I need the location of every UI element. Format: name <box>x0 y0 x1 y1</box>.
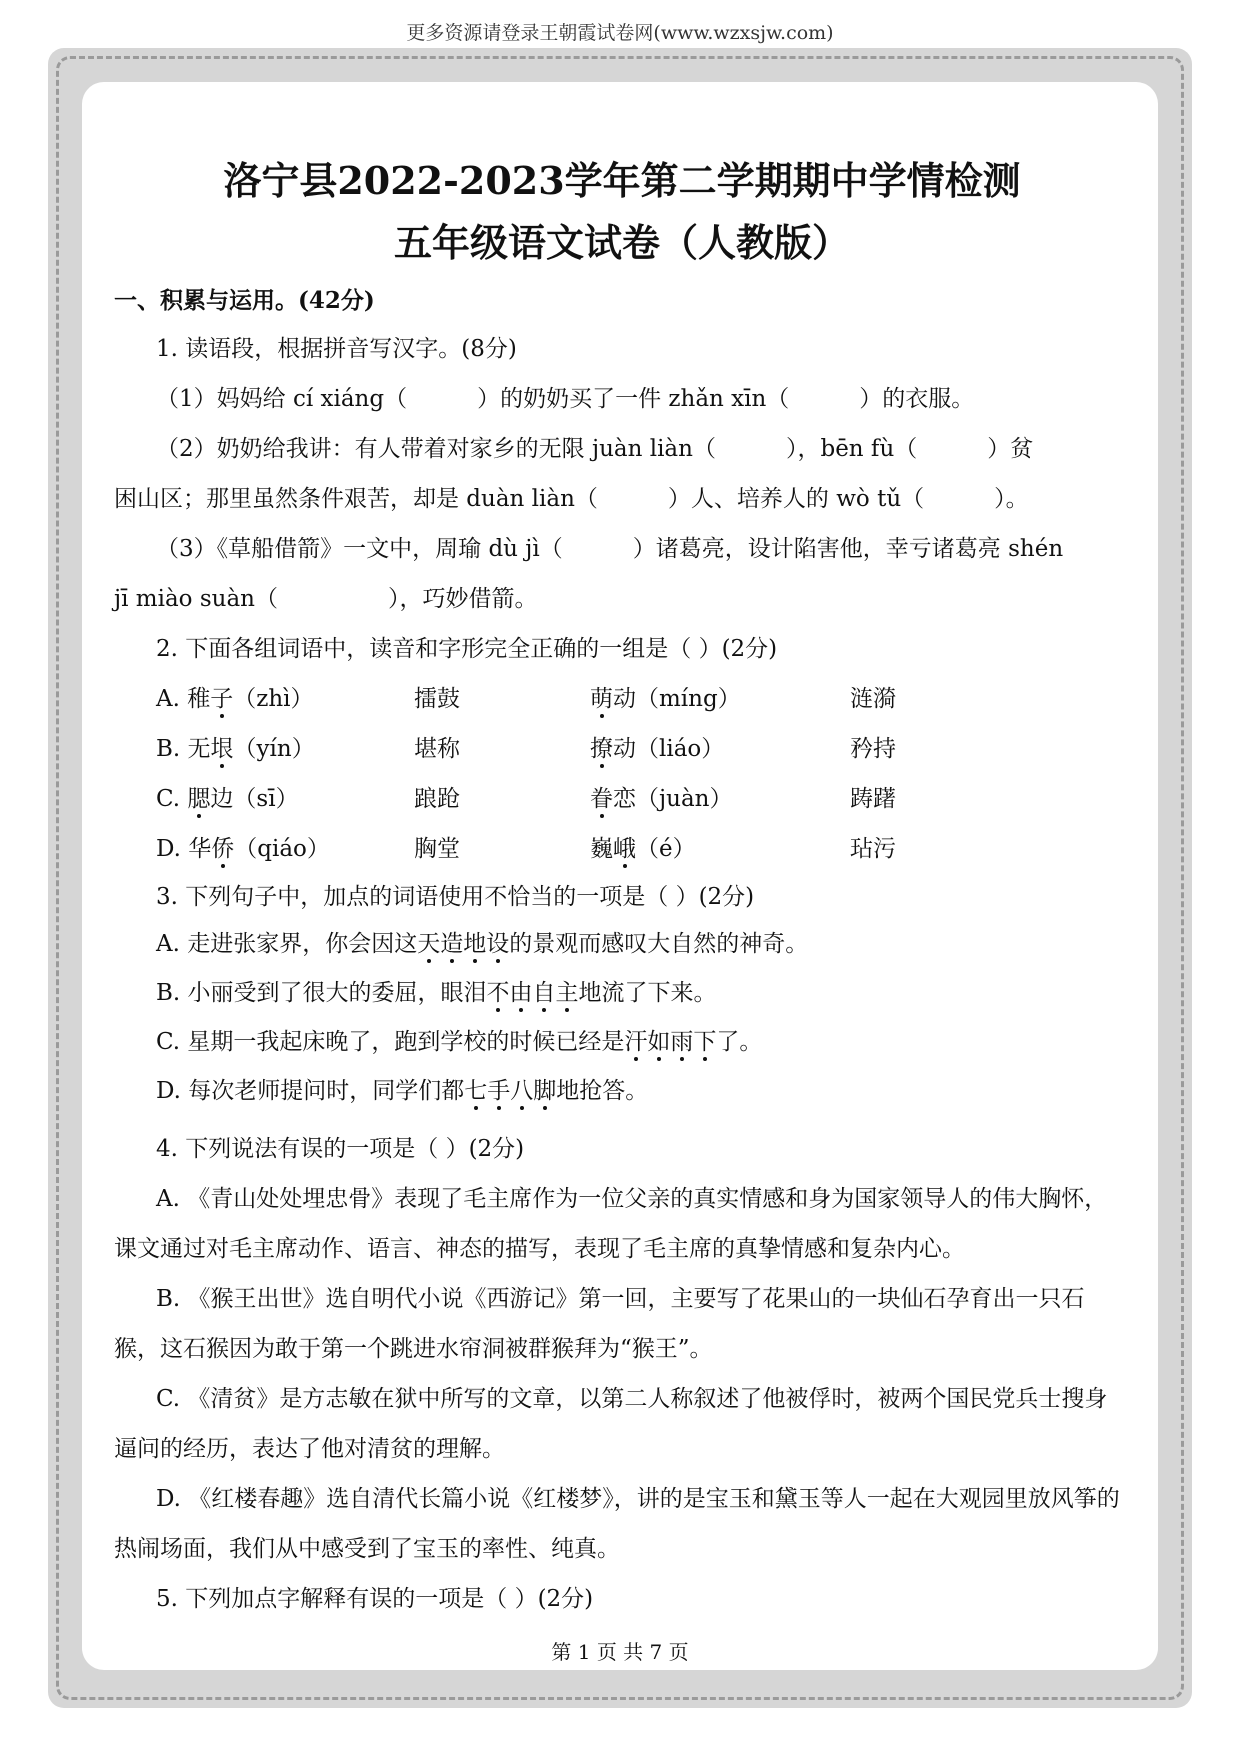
text-segment: （qiáo） <box>234 836 330 862</box>
option-word-4: 矜持 <box>850 736 896 762</box>
option-row <box>114 774 1130 824</box>
question-1-item-2 <box>114 424 1130 474</box>
exam-title-line2: 五年级语文试卷（人教版） <box>393 220 850 265</box>
text-segment: ）。 <box>994 486 1029 512</box>
dotted-char: 造 <box>440 931 464 957</box>
option-row <box>114 824 1130 874</box>
question-3-stem: 3. 下列句子中，加点的词语使用不恰当的一项是（ ）(2分) <box>156 884 755 910</box>
text-segment: ），bēn fù（ <box>785 436 918 462</box>
text-segment: 了。 <box>716 1029 763 1055</box>
question-3-option-b <box>114 969 1130 1018</box>
text-segment: B. 无 <box>156 736 211 762</box>
dotted-char: 下 <box>693 1029 717 1055</box>
question-4-option-d: D. 《红楼春趣》选自清代长篇小说《红楼梦》，讲的是宝玉和黛玉等人一起在大观园里放风筝的热闹场面，我们从中感受到了宝玉的率性、纯真。 <box>114 1486 1120 1562</box>
question-1-item-3 <box>114 524 1130 574</box>
question-5-stem: 5. 下列加点字解释有误的一项是（ ）(2分) <box>156 1586 594 1612</box>
text-segment: （2）奶奶给我讲：有人带着对家乡的无限 juàn liàn（ <box>156 436 716 462</box>
text-segment: ）人、培养人的 wò tǔ（ <box>667 486 925 512</box>
text-segment: C. 星期一我起床晚了，跑到学校的时候已经是 <box>156 1029 625 1055</box>
option-word-2: 胸堂 <box>414 836 460 862</box>
option-word-3 <box>590 824 850 874</box>
text-segment: （zhì） <box>233 686 314 712</box>
text-segment: A. 走进张家界，你会因这 <box>156 931 418 957</box>
dotted-char: 自 <box>532 980 556 1006</box>
question-1-stem: 1. 读语段，根据拼音写汉字。(8分) <box>156 336 517 362</box>
question-3-option-c <box>114 1018 1130 1067</box>
text-segment: jī miào suàn（ <box>114 586 278 612</box>
text-segment: 巍 <box>590 836 613 862</box>
question-2-stem: 2. 下面各组词语中，读音和字形完全正确的一组是（ ）(2分) <box>156 636 778 662</box>
option-word-4: 涟漪 <box>850 686 896 712</box>
dotted-char: 眷 <box>590 786 613 812</box>
text-segment: D. 华 <box>156 836 212 862</box>
dotted-char: 萌 <box>590 686 613 712</box>
option-word-2: 堪称 <box>414 736 460 762</box>
option-word-3 <box>590 724 850 774</box>
text-segment: 动（míng） <box>613 686 741 712</box>
text-segment: ）诸葛亮，设计陷害他，幸亏诸葛亮 shén <box>632 536 1064 562</box>
dotted-char: 由 <box>509 980 533 1006</box>
text-segment: C. <box>156 786 188 812</box>
text-segment: 恋（juàn） <box>613 786 733 812</box>
option-word-1 <box>156 674 414 724</box>
dotted-char: 脚 <box>533 1078 557 1104</box>
text-segment: ）的衣服。 <box>859 386 975 412</box>
option-word-4: 玷污 <box>850 836 896 862</box>
text-segment: B. 小丽受到了很大的委屈，眼泪 <box>156 980 487 1006</box>
dotted-char: 撩 <box>590 736 613 762</box>
option-word-3 <box>590 674 850 724</box>
option-word-1 <box>156 774 414 824</box>
option-word-2: 踉跄 <box>414 786 460 812</box>
dotted-char: 侨 <box>211 836 235 862</box>
text-segment: （é） <box>636 836 696 862</box>
option-word-3 <box>590 774 850 824</box>
option-row <box>114 674 1130 724</box>
dotted-char: 子 <box>210 686 234 712</box>
question-4-option-a: A. 《青山处处埋忠骨》表现了毛主席作为一位父亲的真实情感和身为国家领导人的伟大胸怀，课文通过对毛主席动作、语言、神态的描写，表现了毛主席的真挚情感和复杂内心。 <box>114 1186 1108 1262</box>
option-word-1 <box>156 724 414 774</box>
option-word-1 <box>156 824 414 874</box>
dotted-char: 垠 <box>210 736 234 762</box>
text-segment: 地抢答。 <box>556 1078 649 1104</box>
dotted-char: 不 <box>486 980 510 1006</box>
text-segment: ），巧妙借箭。 <box>387 586 538 612</box>
dotted-char: 八 <box>510 1078 534 1104</box>
dotted-char: 峨 <box>613 836 636 862</box>
text-segment: 困山区；那里虽然条件艰苦，却是 duàn liàn（ <box>114 486 598 512</box>
question-1-item-2-cont <box>114 474 1130 524</box>
text-segment: （3）《草船借箭》一文中，周瑜 dù jì（ <box>156 536 563 562</box>
site-watermark-header: 更多资源请登录王朝霞试卷网(www.wzxsjw.com) <box>406 22 834 44</box>
text-segment: ）的奶奶买了一件 zhǎn xīn（ <box>477 386 790 412</box>
text-segment: 地流了下来。 <box>578 980 717 1006</box>
dotted-char: 手 <box>487 1078 511 1104</box>
text-segment: ）贫 <box>987 436 1034 462</box>
dotted-char: 七 <box>464 1078 488 1104</box>
question-1-item-1 <box>114 374 1130 424</box>
dotted-char: 腮 <box>187 786 211 812</box>
question-3-options <box>114 920 1130 1116</box>
text-segment: A. 稚 <box>156 686 211 712</box>
dotted-char: 设 <box>486 931 510 957</box>
question-4-option-b: B. 《猴王出世》选自明代小说《西游记》第一回，主要写了花果山的一块仙石孕育出一只石猴，这石猴因为敢于第一个跳进水帘洞被群猴拜为“猴王”。 <box>114 1286 1085 1362</box>
dotted-char: 如 <box>647 1029 671 1055</box>
page-number-footer: 第 1 页 共 7 页 <box>551 1640 689 1664</box>
question-4-option-c: C. 《清贫》是方志敏在狱中所写的文章，以第二人称叙述了他被俘时，被两个国民党兵士搜身逼问的经历，表达了他对清贫的理解。 <box>114 1386 1108 1462</box>
text-segment: 的景观而感叹大自然的神奇。 <box>509 931 809 957</box>
section-heading: 一、积累与运用。(42分) <box>114 287 375 314</box>
dotted-char: 天 <box>417 931 441 957</box>
option-word-4: 踌躇 <box>850 786 896 812</box>
dotted-char: 汗 <box>624 1029 648 1055</box>
option-word-2: 擂鼓 <box>414 686 460 712</box>
text-segment: （1）妈妈给 cí xiáng（ <box>156 386 408 412</box>
text-segment: （yín） <box>233 736 315 762</box>
question-2-options <box>114 674 1130 874</box>
text-segment: D. 每次老师提问时，同学们都 <box>156 1078 465 1104</box>
dotted-char: 地 <box>463 931 487 957</box>
question-3-option-d <box>114 1067 1130 1116</box>
text-segment: 边（sī） <box>210 786 299 812</box>
text-segment: 动（liáo） <box>613 736 725 762</box>
exam-content <box>114 150 1130 1624</box>
dotted-char: 雨 <box>670 1029 694 1055</box>
question-4-stem: 4. 下列说法有误的一项是（ ）(2分) <box>156 1136 525 1162</box>
dotted-char: 主 <box>555 980 579 1006</box>
exam-title-line1: 洛宁县2022-2023学年第二学期期中学情检测 <box>223 158 1021 203</box>
option-row <box>114 724 1130 774</box>
question-3-option-a <box>114 920 1130 969</box>
question-1-item-3-cont <box>114 574 1130 624</box>
